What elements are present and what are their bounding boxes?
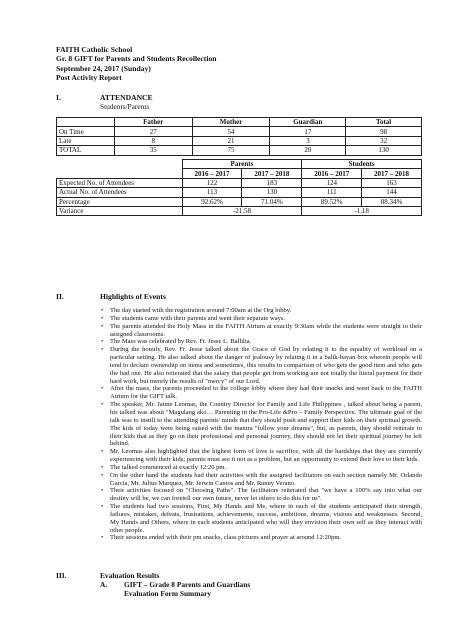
row-label: Actual No. of Attendees (57, 188, 183, 197)
row-label: Percentage (57, 197, 183, 206)
header-cell (57, 118, 115, 127)
subsection-a-subtitle: Evaluation Form Summary (124, 589, 212, 598)
school-name: FAITH Catholic School (56, 45, 133, 54)
section-1-title: ATTENDANCE (100, 93, 153, 102)
header-cell: Mother (192, 118, 270, 127)
list-item: • The parents attended the Holy Mass in the FAITH Atrium at exactly 9:30am while the students were straight to their assigned classrooms. (110, 323, 422, 339)
table-row (57, 197, 422, 206)
year-header: 2017 – 2018 (242, 169, 302, 178)
event-title: Gr. 8 GIFT for Parents and Students Recollection (56, 54, 217, 64)
row-label: TOTAL (57, 146, 115, 155)
event-date: September 24, 2017 (Sunday) (56, 63, 151, 73)
section-1-subtitle: Students/Parents (100, 102, 150, 111)
report-header (56, 45, 216, 83)
table-cell: 3 (270, 136, 346, 145)
table-cell: 163 (362, 178, 422, 187)
table-cell: 88.34% (362, 197, 422, 206)
attendance-table-parents (56, 117, 422, 156)
list-item: • The talked commenced at exactly 12:20 pm. (110, 464, 422, 472)
subsection-a-title: GIFT – Grade 8 Parents and Guardians (124, 580, 251, 589)
table-cell: 27 (114, 127, 192, 136)
list-item: • During the homily, Rev. Fr. Jesse talked about the Grace of God by relating it to the equality of workload on a particular setting. He also talked about the danger of jealousy by relating it in a balik-bayan box wherein people will tend to declare ownership on items and sometimes, this results to comparison of who gets the good item and who gets the bad one. He also reiterated that the salary that people get from working are not totally the literal payment for their hard work, but merely the results of "mercy" of our Lord. (110, 346, 422, 385)
section-1-number: I. (56, 93, 61, 102)
highlights-list (100, 307, 422, 542)
table-cell: 75 (192, 146, 270, 155)
list-item: • The students had two sessions, First, My Hands and Me, where in each of the students anticipated their strength, failures, mistakes, defeats, frustrations, achievements, success, ambitions, dreams, visions and weaknesses. Second, My Hands and Others, where in each students anticipated who will they envision their own self as they interact with other people. (110, 503, 422, 534)
variance-parents: -21.58 (182, 206, 302, 215)
table-cell: 71.04% (242, 197, 302, 206)
parents-group-header: Parents (182, 160, 302, 169)
table-row (57, 188, 422, 197)
row-label: Late (57, 136, 115, 145)
section-3-title: Evaluation Results (100, 571, 160, 580)
header-cell: Guardian (270, 118, 346, 127)
table-cell: 92.62% (182, 197, 242, 206)
list-item: • Mr. Leornas also highlighted that the highest form of love is sacrifice, with all the hardships that they are currently experiencing with their kids; parents must see it not as a problem, but an opportunity to extend their love to their kids. (110, 448, 422, 464)
year-header: 2017 – 2018 (362, 169, 422, 178)
table-row (57, 146, 422, 155)
section-3-number: III. (56, 571, 67, 580)
table-cell: 111 (302, 188, 362, 197)
table-cell: 54 (192, 127, 270, 136)
table-cell: 21 (192, 136, 270, 145)
year-header: 2016 – 2017 (182, 169, 242, 178)
header-cell: Father (114, 118, 192, 127)
header-cell: Total (346, 118, 422, 127)
table-row (57, 127, 422, 136)
empty-corner (57, 160, 183, 169)
table-cell: 98 (346, 127, 422, 136)
list-item: • The Mass was celebrated by Rev. Fr. Jesse L. Ballilia. (110, 338, 422, 346)
section-2-number: II. (56, 292, 64, 301)
table-cell: 20 (270, 146, 346, 155)
row-label: On Time (57, 127, 115, 136)
table-cell: 130 (242, 188, 302, 197)
list-item: • Their sessions ended with their pm snacks, class pictures and prayer at around 12:20pm. (110, 534, 422, 542)
table-cell: 32 (346, 136, 422, 145)
subsection-a-letter: A. (100, 580, 108, 589)
list-item: • On the other hand the students had their activities with the assigned facilitators on each section namely Mr. Orlando Garcia, Mr. Julius Marquez, Mr. Jerwin Cantos and Mr. Ranny Verano. (110, 472, 422, 488)
table-row (57, 206, 422, 215)
table-cell: 183 (242, 178, 302, 187)
table-cell: 113 (182, 188, 242, 197)
students-group-header: Students (302, 160, 422, 169)
variance-students: -1.18 (302, 206, 422, 215)
table-cell: 130 (346, 146, 422, 155)
table-cell: 35 (114, 146, 192, 155)
table-cell: 122 (182, 178, 242, 187)
table-cell: 17 (270, 127, 346, 136)
report-type: Post Activity Report (56, 73, 122, 83)
section-2-title: Highlights of Events (100, 292, 166, 301)
list-item: • After the mass, the parents proceeded to the college lobby where they had their snacks and went back to the FAITH Atrium for the GIFT talk. (110, 385, 422, 401)
table-cell: 89.52% (302, 197, 362, 206)
row-label: Expected No. of Attendees (57, 178, 183, 187)
table-cell: 8 (114, 136, 192, 145)
table-cell: 124 (302, 178, 362, 187)
list-item: • Their activities focused on "Choosing Paths". The facilitators reiterated that "we have a 100% say into what our destiny will be, we can foretell our own future, never let others to do this for us". (110, 487, 422, 503)
year-header-row (57, 169, 422, 178)
table-header-row (57, 118, 422, 127)
group-header-row (57, 160, 422, 169)
list-item: • The day started with the registration around 7:00am at the Org lobby. (110, 307, 422, 315)
year-header: 2016 – 2017 (302, 169, 362, 178)
table-row (57, 178, 422, 187)
row-label: Variance (57, 206, 183, 215)
table-cell: 144 (362, 188, 422, 197)
attendance-comparison-table (56, 159, 422, 216)
list-item: • The students came with their parents and went their separate ways. (110, 315, 422, 323)
table-row (57, 136, 422, 145)
list-item: • The speaker, Mr. Jaime Leornas, the Country Director for Family and Life Philippines , talked about being a parent, his talked was about "Magulang ako… Parenting in the Pro-Life &Pro – Family Perspective. The ultimate goal of the talk was to instill to the attending parents' minds that they should push and support their kids on their spiritual growth. The kids of today were being raised with the mantra "follow your dreams", but, as parents, they should reiterate to their kids that as they go on their professional and personal journey, they should not let their spiritual journey be left behind. (110, 401, 422, 448)
empty-corner (57, 169, 183, 178)
